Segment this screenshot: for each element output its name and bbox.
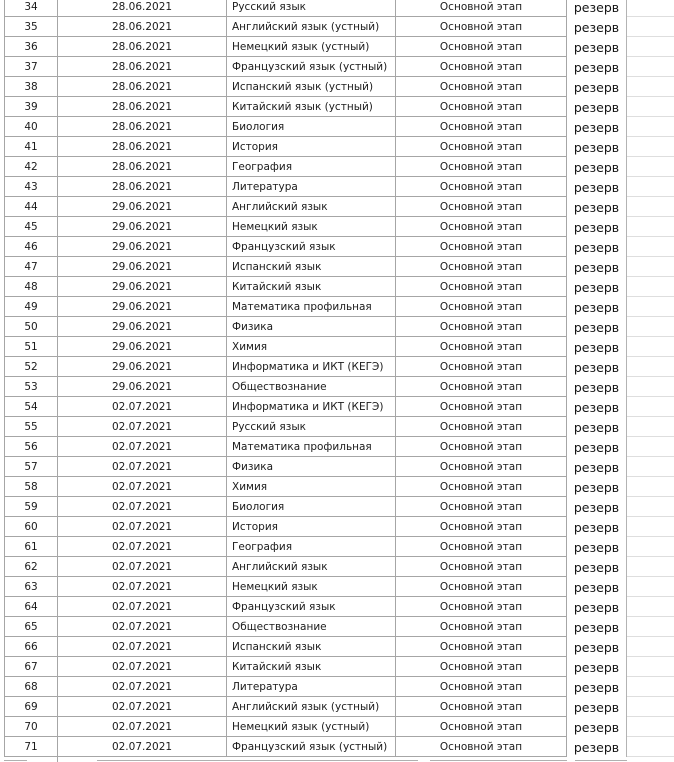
cell-empty-right[interactable] [627,37,674,57]
cell-row-number[interactable]: 62 [4,557,58,577]
cell-subject[interactable]: География [227,157,396,177]
cell-exam-date[interactable]: 02.07.2021 [58,657,227,677]
cell-exam-date[interactable]: 29.06.2021 [58,377,227,397]
cell-stage[interactable]: Основной этап [396,617,567,637]
table-row [4,377,674,397]
table-row [4,217,674,237]
partial-row-border [575,760,627,761]
cell-empty-right[interactable] [627,617,674,637]
cell-row-number[interactable]: 35 [4,17,58,37]
cell-reserve[interactable]: резерв [567,137,627,157]
cell-row-number[interactable]: 63 [4,577,58,597]
cell-row-number[interactable]: 54 [4,397,58,417]
cell-empty-right[interactable] [627,637,674,657]
cell-reserve[interactable]: резерв [567,737,627,757]
table-row [4,517,674,537]
cell-empty-right[interactable] [627,417,674,437]
cell-reserve[interactable]: резерв [567,557,627,577]
cell-reserve[interactable]: резерв [567,37,627,57]
partial-row-border [430,760,567,761]
cell-row-number[interactable]: 49 [4,297,58,317]
cell-empty-right[interactable] [627,117,674,137]
cell-stage[interactable]: Основной этап [396,397,567,417]
cell-empty-right[interactable] [627,357,674,377]
cell-stage[interactable]: Основной этап [396,537,567,557]
cell-subject[interactable]: Английский язык [227,197,396,217]
cell-stage[interactable]: Основной этап [396,177,567,197]
cell-row-number[interactable]: 37 [4,57,58,77]
cell-reserve[interactable]: резерв [567,637,627,657]
cell-subject[interactable]: Немецкий язык (устный) [227,37,396,57]
cell-empty-right[interactable] [627,597,674,617]
table-row [4,677,674,697]
cell-reserve[interactable]: резерв [567,77,627,97]
cell-row-number[interactable]: 46 [4,237,58,257]
cell-empty-right[interactable] [627,497,674,517]
cell-subject[interactable]: Математика профильная [227,297,396,317]
cell-reserve[interactable]: резерв [567,397,627,417]
cell-exam-date[interactable]: 28.06.2021 [58,117,227,137]
cell-exam-date[interactable]: 02.07.2021 [58,737,227,757]
cell-empty-right[interactable] [627,217,674,237]
cell-empty-right[interactable] [627,377,674,397]
cell-subject[interactable]: Немецкий язык (устный) [227,717,396,737]
cell-exam-date[interactable]: 29.06.2021 [58,237,227,257]
cell-row-number[interactable]: 51 [4,337,58,357]
cell-empty-right[interactable] [627,477,674,497]
cell-row-number[interactable]: 38 [4,77,58,97]
cell-exam-date[interactable]: 02.07.2021 [58,477,227,497]
cell-empty-right[interactable] [627,137,674,157]
cell-exam-date[interactable]: 28.06.2021 [58,17,227,37]
cell-row-number[interactable]: 44 [4,197,58,217]
cell-row-number[interactable]: 43 [4,177,58,197]
cell-empty-right[interactable] [627,157,674,177]
cell-subject[interactable]: История [227,137,396,157]
cell-empty-right[interactable] [627,317,674,337]
cell-stage[interactable]: Основной этап [396,657,567,677]
cell-subject[interactable]: Французский язык (устный) [227,57,396,77]
cell-subject[interactable]: Физика [227,457,396,477]
partial-row-border [4,760,27,761]
cell-exam-date[interactable]: 02.07.2021 [58,437,227,457]
cell-reserve[interactable]: резерв [567,117,627,137]
cell-exam-date[interactable]: 02.07.2021 [58,637,227,657]
cell-stage[interactable]: Основной этап [396,637,567,657]
table-row [4,137,674,157]
cell-row-number[interactable]: 39 [4,97,58,117]
cell-stage[interactable]: Основной этап [396,337,567,357]
cell-empty-right[interactable] [627,337,674,357]
cell-row-number[interactable]: 58 [4,477,58,497]
cell-stage[interactable]: Основной этап [396,0,567,17]
cell-reserve[interactable]: резерв [567,617,627,637]
cell-reserve[interactable]: резерв [567,57,627,77]
cell-row-number[interactable]: 40 [4,117,58,137]
cell-stage[interactable]: Основной этап [396,497,567,517]
table-row [4,637,674,657]
cell-subject[interactable]: Русский язык [227,0,396,17]
cell-empty-right[interactable] [627,397,674,417]
cell-exam-date[interactable]: 29.06.2021 [58,357,227,377]
cell-subject[interactable]: Информатика и ИКТ (КЕГЭ) [227,357,396,377]
cell-stage[interactable]: Основной этап [396,37,567,57]
cell-exam-date[interactable]: 28.06.2021 [58,157,227,177]
table-row [4,737,674,757]
cell-empty-right[interactable] [627,557,674,577]
cell-reserve[interactable]: резерв [567,297,627,317]
cell-subject[interactable]: Химия [227,477,396,497]
cell-subject[interactable]: Биология [227,117,396,137]
cell-reserve[interactable]: резерв [567,97,627,117]
table-row [4,277,674,297]
cell-subject[interactable]: Китайский язык (устный) [227,97,396,117]
cell-exam-date[interactable]: 28.06.2021 [58,57,227,77]
cell-stage[interactable]: Основной этап [396,257,567,277]
table-row [4,337,674,357]
cell-reserve[interactable]: резерв [567,717,627,737]
cell-subject[interactable]: Испанский язык [227,257,396,277]
cell-reserve[interactable]: резерв [567,237,627,257]
table-row [4,617,674,637]
cell-exam-date[interactable]: 02.07.2021 [58,497,227,517]
cell-subject[interactable]: Китайский язык [227,657,396,677]
cell-row-number[interactable]: 64 [4,597,58,617]
table-row [4,97,674,117]
cell-exam-date[interactable]: 02.07.2021 [58,457,227,477]
cell-stage[interactable]: Основной этап [396,697,567,717]
cell-reserve[interactable]: резерв [567,17,627,37]
cell-row-number[interactable]: 53 [4,377,58,397]
cell-reserve[interactable]: резерв [567,597,627,617]
table-row [4,497,674,517]
cell-row-number[interactable]: 60 [4,517,58,537]
cell-stage[interactable]: Основной этап [396,457,567,477]
cell-row-number[interactable]: 68 [4,677,58,697]
cell-exam-date[interactable]: 02.07.2021 [58,697,227,717]
cell-subject[interactable]: Испанский язык [227,637,396,657]
cell-stage[interactable]: Основной этап [396,57,567,77]
cell-subject[interactable]: Физика [227,317,396,337]
cell-subject[interactable]: Русский язык [227,417,396,437]
cell-empty-right[interactable] [627,657,674,677]
cell-row-number[interactable]: 52 [4,357,58,377]
cell-exam-date[interactable]: 29.06.2021 [58,297,227,317]
cell-reserve[interactable]: резерв [567,337,627,357]
table-row [4,57,674,77]
table-row [4,557,674,577]
cell-empty-right[interactable] [627,517,674,537]
cell-row-number[interactable]: 34 [4,0,58,17]
table-row [4,237,674,257]
cell-stage[interactable]: Основной этап [396,197,567,217]
cell-stage[interactable]: Основной этап [396,477,567,497]
partial-row-border [97,760,418,761]
cell-row-number[interactable]: 55 [4,417,58,437]
cell-subject[interactable]: Французский язык (устный) [227,737,396,757]
cell-row-number[interactable]: 45 [4,217,58,237]
cell-stage[interactable]: Основной этап [396,597,567,617]
cell-empty-right[interactable] [627,257,674,277]
cell-subject[interactable]: Немецкий язык [227,217,396,237]
cell-subject[interactable]: Китайский язык [227,277,396,297]
cell-exam-date[interactable]: 28.06.2021 [58,177,227,197]
cell-exam-date[interactable]: 02.07.2021 [58,517,227,537]
cell-stage[interactable]: Основной этап [396,157,567,177]
cell-reserve[interactable]: резерв [567,177,627,197]
cell-row-number[interactable]: 57 [4,457,58,477]
cell-stage[interactable]: Основной этап [396,437,567,457]
cell-exam-date[interactable]: 02.07.2021 [58,597,227,617]
cell-empty-right[interactable] [627,697,674,717]
table-row [4,257,674,277]
table-row [4,117,674,137]
table-row [4,397,674,417]
cell-reserve[interactable]: резерв [567,657,627,677]
cell-subject[interactable]: Английский язык [227,557,396,577]
cell-stage[interactable]: Основной этап [396,417,567,437]
cell-reserve[interactable]: резерв [567,537,627,557]
cell-empty-right[interactable] [627,277,674,297]
table-row [4,297,674,317]
cell-reserve[interactable]: резерв [567,157,627,177]
table-row [4,37,674,57]
cell-reserve[interactable]: резерв [567,357,627,377]
cell-row-number[interactable]: 42 [4,157,58,177]
table-row [4,537,674,557]
cell-empty-right[interactable] [627,17,674,37]
cell-row-number[interactable]: 61 [4,537,58,557]
cell-row-number[interactable]: 69 [4,697,58,717]
cell-reserve[interactable]: резерв [567,377,627,397]
cell-subject[interactable]: Математика профильная [227,437,396,457]
cell-stage[interactable]: Основной этап [396,97,567,117]
cell-reserve[interactable]: резерв [567,417,627,437]
cell-stage[interactable]: Основной этап [396,717,567,737]
table-row [4,157,674,177]
cell-exam-date[interactable]: 28.06.2021 [58,0,227,17]
cell-row-number[interactable]: 66 [4,637,58,657]
cell-row-number[interactable]: 41 [4,137,58,157]
cell-empty-right[interactable] [627,197,674,217]
cell-reserve[interactable]: резерв [567,277,627,297]
cell-reserve[interactable]: резерв [567,577,627,597]
cell-exam-date[interactable]: 02.07.2021 [58,397,227,417]
cell-reserve[interactable]: резерв [567,257,627,277]
table-row [4,477,674,497]
cell-empty-right[interactable] [627,677,674,697]
cell-reserve[interactable]: резерв [567,697,627,717]
cell-subject[interactable]: Информатика и ИКТ (КЕГЭ) [227,397,396,417]
cell-empty-right[interactable] [627,177,674,197]
cell-reserve[interactable]: резерв [567,457,627,477]
cell-subject[interactable]: Литература [227,177,396,197]
cell-stage[interactable]: Основной этап [396,557,567,577]
cell-row-number[interactable]: 50 [4,317,58,337]
cell-row-number[interactable]: 56 [4,437,58,457]
cell-exam-date[interactable]: 28.06.2021 [58,77,227,97]
cell-stage[interactable]: Основной этап [396,137,567,157]
cell-row-number[interactable]: 48 [4,277,58,297]
cell-empty-right[interactable] [627,717,674,737]
cell-subject[interactable]: Химия [227,337,396,357]
cell-subject[interactable]: Английский язык (устный) [227,697,396,717]
cell-subject[interactable]: География [227,537,396,557]
cell-exam-date[interactable]: 02.07.2021 [58,557,227,577]
cell-exam-date[interactable]: 28.06.2021 [58,97,227,117]
cell-exam-date[interactable]: 02.07.2021 [58,577,227,597]
cell-stage[interactable]: Основной этап [396,737,567,757]
cell-row-number[interactable]: 67 [4,657,58,677]
cell-row-number[interactable]: 71 [4,737,58,757]
cell-subject[interactable]: Французский язык [227,597,396,617]
cell-stage[interactable]: Основной этап [396,317,567,337]
cell-stage[interactable]: Основной этап [396,117,567,137]
cell-empty-right[interactable] [627,77,674,97]
cell-empty-right[interactable] [627,577,674,597]
cell-row-number[interactable]: 70 [4,717,58,737]
table-row [4,457,674,477]
table-row [4,697,674,717]
cell-empty-right[interactable] [627,237,674,257]
cell-exam-date[interactable]: 02.07.2021 [58,717,227,737]
table-row [4,357,674,377]
cell-subject[interactable]: Обществознание [227,377,396,397]
cell-row-number[interactable]: 47 [4,257,58,277]
cell-stage[interactable]: Основной этап [396,517,567,537]
cell-exam-date[interactable]: 02.07.2021 [58,417,227,437]
cell-reserve[interactable]: резерв [567,517,627,537]
partial-column-border [57,757,58,762]
cell-stage[interactable]: Основной этап [396,237,567,257]
cell-exam-date[interactable]: 02.07.2021 [58,677,227,697]
cell-empty-right[interactable] [627,97,674,117]
cell-subject[interactable]: Литература [227,677,396,697]
cell-row-number[interactable]: 36 [4,37,58,57]
table-row [4,0,674,17]
cell-subject[interactable]: История [227,517,396,537]
cell-reserve[interactable]: резерв [567,197,627,217]
cell-subject[interactable]: Английский язык (устный) [227,17,396,37]
cell-empty-right[interactable] [627,297,674,317]
cell-empty-right[interactable] [627,57,674,77]
cell-stage[interactable]: Основной этап [396,17,567,37]
table-row [4,417,674,437]
cell-stage[interactable]: Основной этап [396,377,567,397]
cell-subject[interactable]: Биология [227,497,396,517]
cell-stage[interactable]: Основной этап [396,297,567,317]
table-row [4,197,674,217]
cell-subject[interactable]: Испанский язык (устный) [227,77,396,97]
cell-exam-date[interactable]: 29.06.2021 [58,337,227,357]
cell-stage[interactable]: Основной этап [396,217,567,237]
cell-stage[interactable]: Основной этап [396,577,567,597]
cell-reserve[interactable]: резерв [567,477,627,497]
cell-empty-right[interactable] [627,457,674,477]
cell-reserve[interactable]: резерв [567,217,627,237]
spreadsheet-grid [4,0,674,757]
cell-empty-right[interactable] [627,437,674,457]
cell-exam-date[interactable]: 28.06.2021 [58,37,227,57]
table-row [4,717,674,737]
cell-row-number[interactable]: 65 [4,617,58,637]
cell-reserve[interactable]: резерв [567,437,627,457]
table-row [4,317,674,337]
cell-reserve[interactable]: резерв [567,497,627,517]
cell-exam-date[interactable]: 28.06.2021 [58,137,227,157]
cell-stage[interactable]: Основной этап [396,77,567,97]
cell-exam-date[interactable]: 29.06.2021 [58,197,227,217]
table-row [4,437,674,457]
table-row [4,77,674,97]
cell-exam-date[interactable]: 29.06.2021 [58,257,227,277]
table-row [4,177,674,197]
cell-exam-date[interactable]: 02.07.2021 [58,617,227,637]
table-row [4,577,674,597]
cell-empty-right[interactable] [627,737,674,757]
cell-empty-right[interactable] [627,0,674,17]
cell-empty-right[interactable] [627,537,674,557]
cell-row-number[interactable]: 59 [4,497,58,517]
cell-subject[interactable]: Немецкий язык [227,577,396,597]
cell-subject[interactable]: Обществознание [227,617,396,637]
table-row [4,657,674,677]
cell-exam-date[interactable]: 29.06.2021 [58,317,227,337]
cell-subject[interactable]: Французский язык [227,237,396,257]
table-row [4,597,674,617]
cell-stage[interactable]: Основной этап [396,277,567,297]
cell-stage[interactable]: Основной этап [396,677,567,697]
table-row [4,17,674,37]
cell-reserve[interactable]: резерв [567,0,627,17]
cell-stage[interactable]: Основной этап [396,357,567,377]
cell-reserve[interactable]: резерв [567,677,627,697]
cell-exam-date[interactable]: 02.07.2021 [58,537,227,557]
cell-exam-date[interactable]: 29.06.2021 [58,217,227,237]
cell-exam-date[interactable]: 29.06.2021 [58,277,227,297]
cell-reserve[interactable]: резерв [567,317,627,337]
